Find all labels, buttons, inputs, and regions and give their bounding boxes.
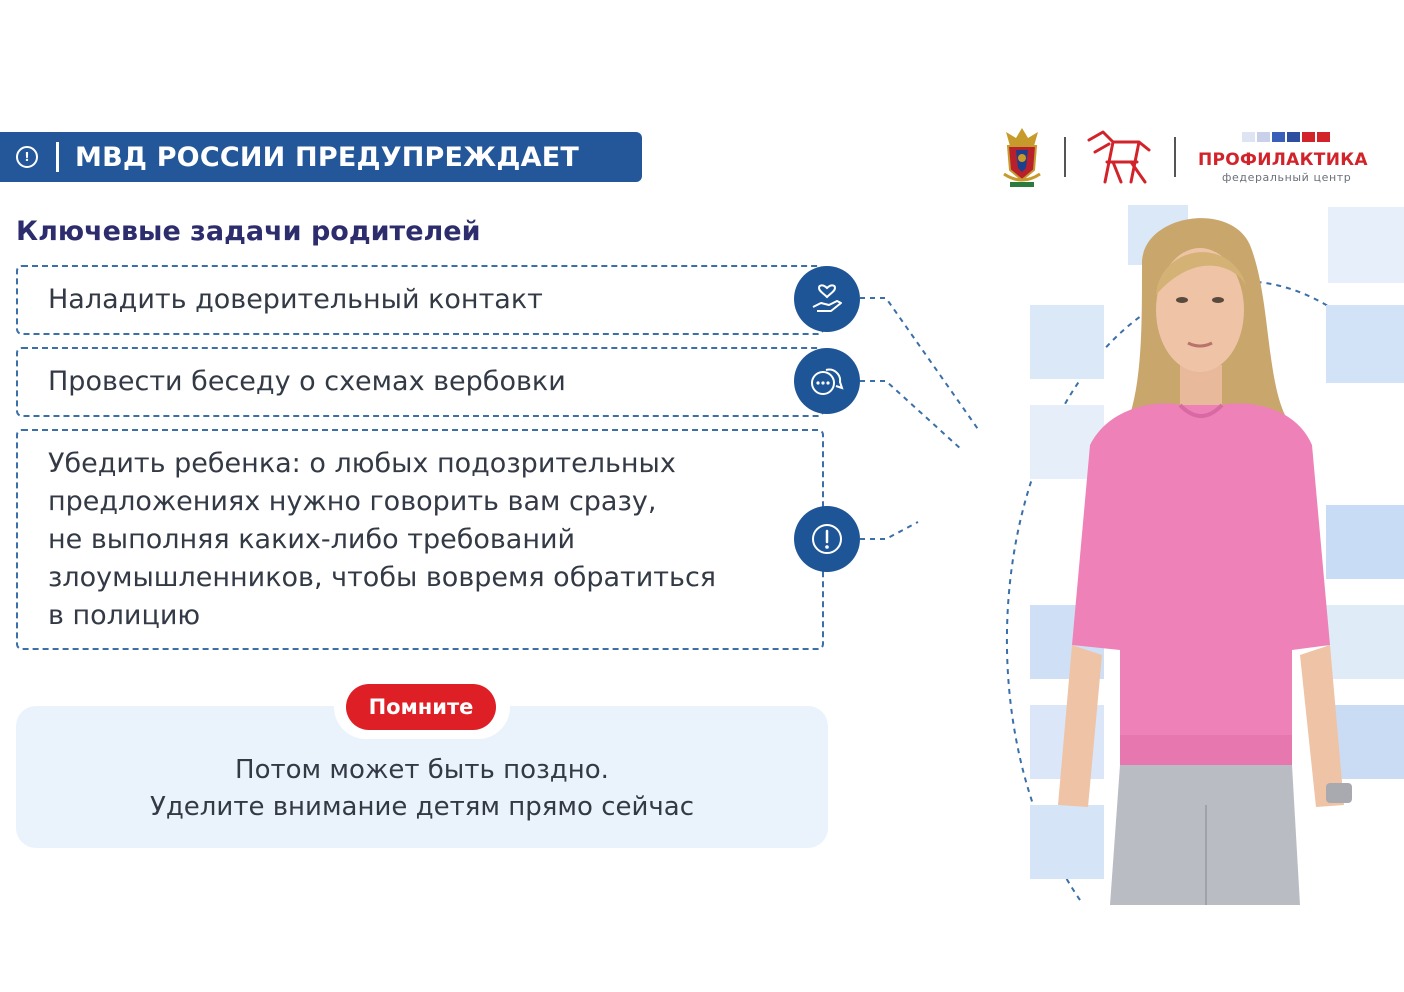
task-text-line: Убедить ребенка: о любых подозрительных xyxy=(48,448,676,479)
task-text: Наладить доверительный контакт xyxy=(48,284,543,315)
exclamation-circle-icon xyxy=(794,506,860,572)
task-text-line: злоумышленников, чтобы вовремя обратиться xyxy=(48,562,717,593)
remember-line-2: Уделите внимание детям прямо сейчас xyxy=(149,792,694,822)
task-text-line: предложениях нужно говорить вам сразу, xyxy=(48,486,657,517)
connector-3 xyxy=(860,522,918,539)
chat-bubbles-icon xyxy=(794,348,860,414)
remember-line-1: Потом может быть поздно. xyxy=(235,755,609,785)
remember-text xyxy=(16,752,828,826)
woman-photo xyxy=(1030,205,1404,905)
exclamation-circle-icon: ! xyxy=(16,146,38,168)
task-text-line: не выполняя каких-либо требований xyxy=(48,524,576,555)
heart-hand-icon xyxy=(794,266,860,332)
task-text: Провести беседу о схемах вербовки xyxy=(48,366,566,397)
task-text-line: в полицию xyxy=(48,600,201,631)
banner-title: МВД РОССИИ ПРЕДУПРЕЖДАЕТ xyxy=(75,141,580,173)
section-heading: Ключевые задачи родителей xyxy=(16,216,481,247)
profilaktika-subtitle: федеральный центр xyxy=(1222,171,1352,184)
remember-badge: Помните xyxy=(346,684,496,730)
profilaktika-title: ПРОФИЛАКТИКА xyxy=(1198,150,1368,170)
connector-2 xyxy=(860,381,962,450)
